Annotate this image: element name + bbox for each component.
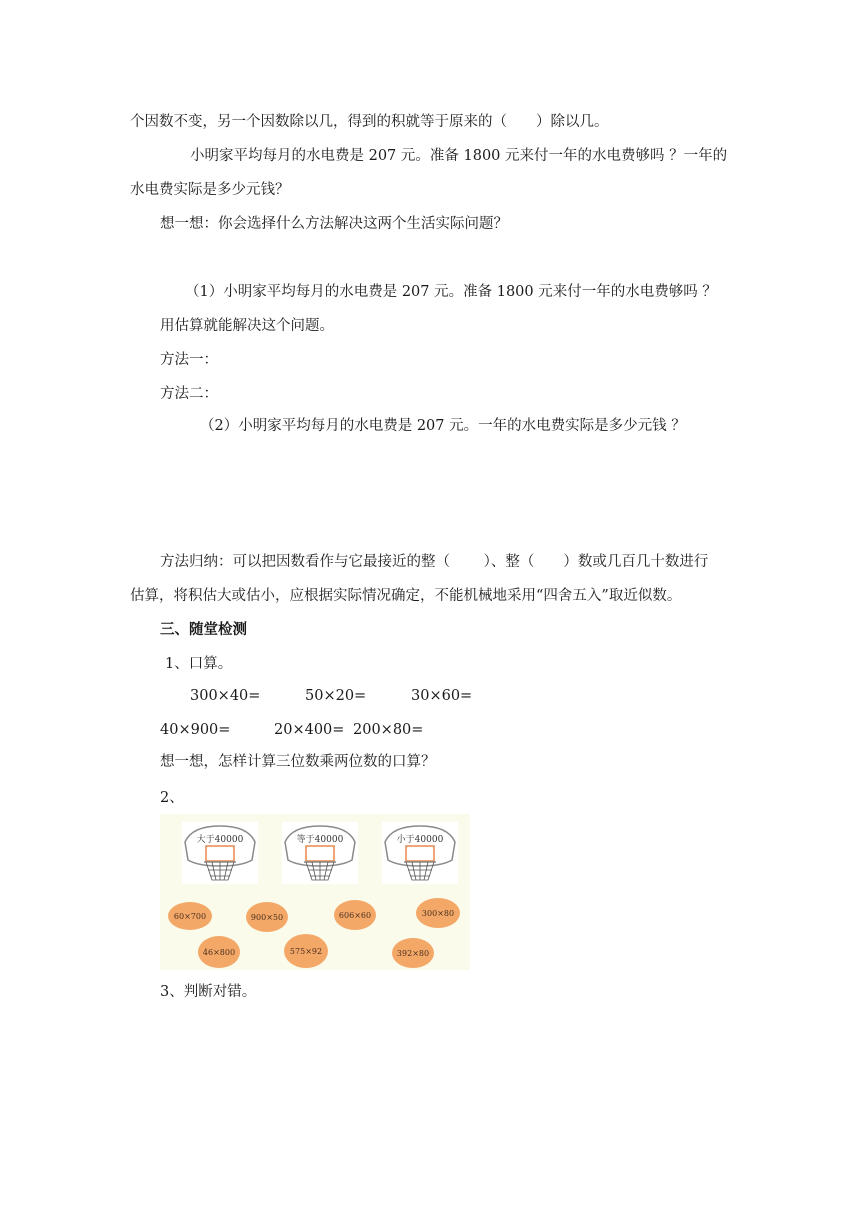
oral-calc-item: 30×60= bbox=[411, 688, 473, 704]
ball-item: 606×60 bbox=[334, 900, 376, 930]
text-line: 小明家平均每月的水电费是 207 元。准备 1800 元来付一年的水电费够吗 ？一年的 bbox=[190, 148, 728, 164]
basketball-figure bbox=[160, 814, 470, 970]
hoop-1 bbox=[182, 822, 258, 884]
text-line: 方法归纳：可以把因数看作与它最接近的整（ ）、整（ ）数或几百几十数进行 bbox=[160, 554, 709, 570]
text-line: （1）小明家平均每月的水电费是 207 元。准备 1800 元来付一年的水电费够吗 ？ bbox=[185, 284, 717, 300]
hoop-label: 大于40000 bbox=[196, 835, 244, 845]
section-heading: 三、随堂检测 bbox=[160, 622, 247, 638]
oral-calc-item: 20×400= bbox=[274, 722, 345, 738]
hoop-3 bbox=[382, 822, 458, 884]
text-line: 想一想，怎样计算三位数乘两位数的口算？ bbox=[160, 754, 436, 770]
oral-calc-item: 300×40= bbox=[190, 688, 261, 704]
hoop-label: 小于40000 bbox=[396, 835, 444, 845]
text-line: 用估算就能解决这个问题。 bbox=[160, 318, 334, 334]
text-line: 想一想：你会选择什么方法解决这两个生活实际问题？ bbox=[160, 216, 508, 232]
hoop-label: 等于40000 bbox=[296, 835, 344, 845]
ball-item: 46×800 bbox=[198, 936, 240, 968]
text-line: 水电费实际是多少元钱？ bbox=[130, 182, 290, 198]
text-line: （2）小明家平均每月的水电费是 207 元。一年的水电费实际是多少元钱 ？ bbox=[200, 418, 686, 434]
ball-item: 900×50 bbox=[246, 902, 288, 932]
ball-item: 300×80 bbox=[416, 898, 460, 928]
question-label: 1、口算。 bbox=[165, 656, 233, 672]
oral-calc-item: 50×20= bbox=[305, 688, 367, 704]
hoop-2 bbox=[282, 822, 358, 884]
ball-item: 392×80 bbox=[392, 938, 434, 968]
text-line: 方法二： bbox=[160, 386, 218, 402]
text-line: 估算，将积估大或估小，应根据实际情况确定，不能机械地采用“四舍五入”取近似数。 bbox=[130, 588, 682, 604]
oral-calc-item: 40×900= bbox=[160, 722, 231, 738]
question-label: 3、判断对错。 bbox=[160, 984, 257, 1000]
ball-item: 60×700 bbox=[168, 902, 212, 930]
ball-item: 575×92 bbox=[284, 934, 328, 968]
question-label: 2、 bbox=[160, 790, 184, 806]
oral-calc-item: 200×80= bbox=[353, 722, 424, 738]
text-line: 个因数不变，另一个因数除以几，得到的积就等于原来的（ ）除以几。 bbox=[130, 114, 609, 130]
text-line: 方法一： bbox=[160, 352, 218, 368]
